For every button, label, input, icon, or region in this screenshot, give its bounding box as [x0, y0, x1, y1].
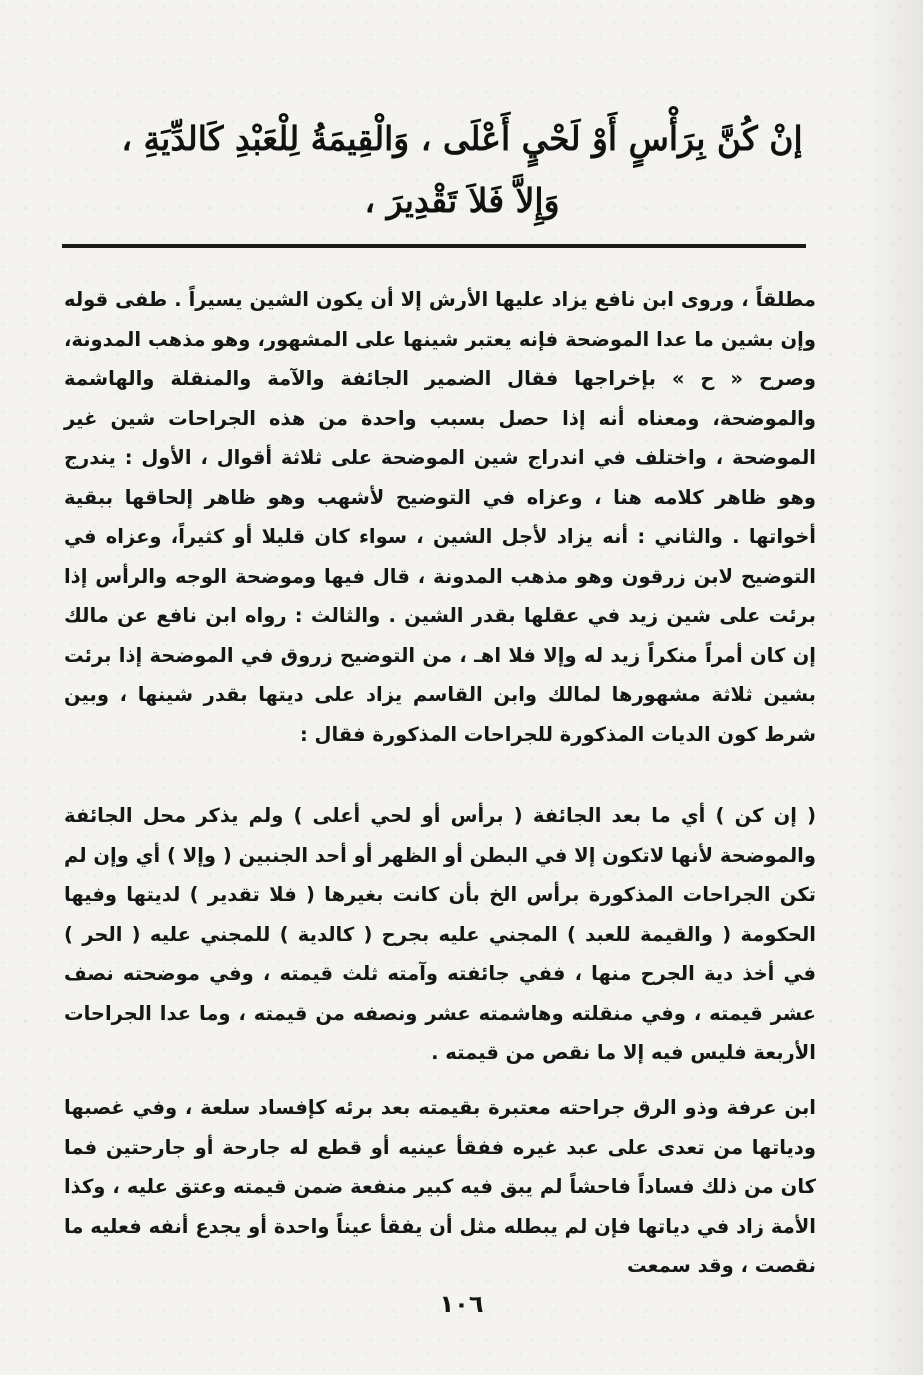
page-number: ١٠٦	[439, 1290, 484, 1318]
verse-line-2: وَإِلاَّ فَلاَ تَقْدِيرَ ،	[364, 181, 560, 220]
section-divider	[62, 244, 806, 248]
commentary-paragraph-2: ( إن كن ) أي ما بعد الجائفة ( برأس أو لحي أعلى ) ولم يذكر محل الجائفة والموضحة لأنها لاتكون إلا في البطن أو الظهر أو أحد الجنبين ( وإلا ) أي وإن لم تكن الجراحات المذكورة برأس الخ بأن كانت بغيرها ( فلا تقدير ) لديتها وفيها الحكومة ( والقيمة للعبد ) المجني عليه بجرح ( كالدية ) للمجني عليه ( الحر ) في أخذ دية الجرح منها ، ففي جائفته وآمته ثلث قيمته ، وفي موضحته نصف عشر قيمته ، وفي منقلته وهاشمته عشر ونصفه من قيمته ، وما عدا الجراحات الأربعة فليس فيه إلا ما نقص من قيمته .	[64, 804, 816, 1064]
commentary-paragraph-1: مطلقاً ، وروى ابن نافع يزاد عليها الأرش إلا أن يكون الشين يسيراً . طفى قوله وإن بشين ما عدا الموضحة فإنه يعتبر شينها على المشهور، وهو مذهب المدونة، وصرح « ح » بإخراجها فقال الضمير الجائفة والآمة والمنقلة والهاشمة والموضحة، ومعناه أنه إذا حصل بسبب واحدة من هذه الجراحات شين غير الموضحة ، واختلف في اندراج شين الموضحة على ثلاثة أقوال ، الأول : يندرج وهو ظاهر كلامه هنا ، وعزاه في التوضيح لأشهب وهو ظاهر إلحاقها ببقية أخواتها . والثاني : أنه يزاد لأجل الشين ، سواء كان قليلا أو كثيراً، وعزاه في التوضيح لابن زرقون وهو مذهب المدونة ، قال فيها وموضحة الوجه والرأس إذا برئت على شين زيد في عقلها بقدر الشين . والثالث : رواه ابن نافع عن مالك إن كان أمراً منكراً زيد له وإلا فلا اهـ ، من التوضيح زروق في الموضحة إذا برئت بشين ثلاثة مشهورها لمالك وابن القاسم يزاد على ديتها بقدر شينها ، وبين شرط كون الديات المذكورة للجراحات المذكورة فقال :	[64, 288, 816, 746]
verse-line-1: إنْ كُنَّ بِرَأْسٍ أَوْ لَحْيٍ أَعْلَى ، وَالْقِيمَةُ لِلْعَبْدِ كَالدِّيَةِ ،	[121, 119, 803, 158]
page-edge-shadow	[863, 0, 923, 1375]
commentary-paragraph-3: ابن عرفة وذو الرق جراحته معتبرة بقيمته بعد برئه كإفساد سلعة ، وفي غصبها ودياتها من تعدى على عبد غيره ففقأ عينيه أو قطع له جارحة أو جارحتين فما كان من ذلك فساداً فاحشاً لم يبق فيه كبير منفعة ضمن قيمته وعتق عليه ، وكذا الأمة زاد في دياتها فإن لم يبطله مثل أن يفقأ عيناً واحدة أو يجدع أنفه فعليه ما نقصت ، وقد سمعت	[64, 1096, 816, 1277]
